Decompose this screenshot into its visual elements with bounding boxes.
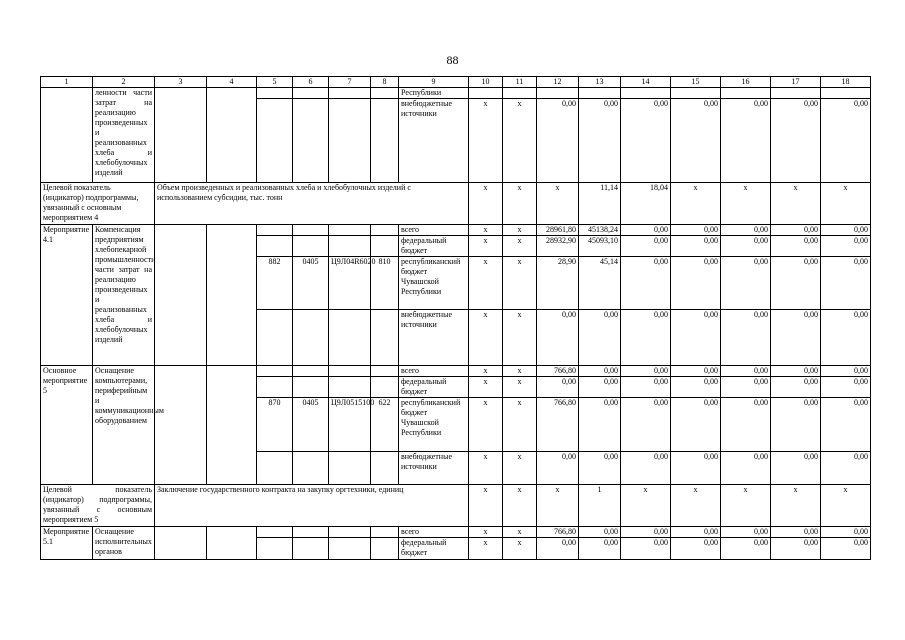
header-row xyxy=(41,77,871,88)
col-header: 4 xyxy=(207,77,257,88)
target-description: Объем произведенных и реализованных хлеба и хлебобулочных изделий с использованием субсидии, тыс. тонн xyxy=(155,183,469,225)
funding-source: республиканский бюджет Чувашской Республики xyxy=(399,398,469,452)
col-header: 1 xyxy=(41,77,93,88)
kbk-section: 0405 xyxy=(293,398,329,452)
funding-source: всего xyxy=(399,225,469,236)
measure-code: Мероприятие 4.1 xyxy=(41,225,93,366)
col-header: 2 xyxy=(93,77,155,88)
kbk-type: 622 xyxy=(371,398,399,452)
funding-source: федеральный бюджет xyxy=(399,236,469,257)
table-row: федеральный бюджет x x 28932,90 45093,10 0,00 0,00 0,00 0,00 0,00 xyxy=(41,236,871,257)
table-row: федеральный бюджет x x 0,00 0,00 0,00 0,00 0,00 0,00 0,00 xyxy=(41,377,871,398)
kbk-ministry: 870 xyxy=(257,398,293,452)
table-row: внебюджетные источники x x 0,00 0,00 0,00 0,00 0,00 0,00 0,00 xyxy=(41,452,871,485)
target-description: Заключение государственного контракта на закупку оргтехники, единиц xyxy=(155,485,469,527)
table-row: Основное мероприятие 5 Оснащение компьютерами, периферийным и коммуникационным оборудованием всего x x 766,80 0,00 0,00 0,00 0,00 0,00 0,00 xyxy=(41,366,871,377)
col-header: 6 xyxy=(293,77,329,88)
table-row: Мероприятие 5.1 Оснащение исполнительных органов всего x x 766,80 0,00 0,00 0,00 0,00 0,00 0,00 xyxy=(41,527,871,538)
kbk-section: 0405 xyxy=(293,257,329,310)
funding-source: федеральный бюджет xyxy=(399,538,469,560)
col-header: 13 xyxy=(579,77,621,88)
col-header: 14 xyxy=(621,77,671,88)
funding-source: Республики xyxy=(399,88,469,99)
col-header: 5 xyxy=(257,77,293,88)
page-number: 88 xyxy=(446,53,459,67)
measure-name: Оснащение исполнительных органов xyxy=(93,527,155,560)
col-header: 18 xyxy=(821,77,871,88)
col-header: 8 xyxy=(371,77,399,88)
measure-name: Оснащение компьютерами, периферийным и коммуникационным оборудованием xyxy=(93,366,155,485)
funding-source: внебюджетные источники xyxy=(399,310,469,366)
col-header: 15 xyxy=(671,77,721,88)
target-label: Целевой показатель (индикатор) подпрограммы, увязанный с основным мероприятием 5 xyxy=(41,485,155,527)
target-row: Целевой показатель (индикатор) подпрограммы, увязанный с основным мероприятием 4 Объем произведенных и реализованных хлеба и хлебобулочных изделий с использованием субсидии, тыс. тонн x x x 11,14 18,04 x x x x xyxy=(41,183,871,225)
kbk-target: Ц9Л04R6020 xyxy=(329,257,371,310)
program-table xyxy=(40,76,871,560)
col-header: 17 xyxy=(771,77,821,88)
col-header: 12 xyxy=(537,77,579,88)
table-row xyxy=(41,88,871,99)
funding-source: внебюджетные источники xyxy=(399,452,469,485)
col-header: 7 xyxy=(329,77,371,88)
target-label: Целевой показатель (индикатор) подпрограммы, увязанный с основным мероприятием 4 xyxy=(41,183,155,225)
kbk-ministry: 882 xyxy=(257,257,293,310)
funding-source: всего xyxy=(399,527,469,538)
funding-source: всего xyxy=(399,366,469,377)
col-header: 9 xyxy=(399,77,469,88)
kbk-target: Ц9Л0515100 xyxy=(329,398,371,452)
measure-name: ленности части затрат на реализацию произведенных и реализованных хлеба и хлебобулочных изделий xyxy=(93,88,155,183)
table-row: внебюджетные источники x x 0,00 0,00 0,00 0,00 0,00 0,00 0,00 xyxy=(41,99,871,183)
funding-source: республиканский бюджет Чувашской Республики xyxy=(399,257,469,310)
col-header: 3 xyxy=(155,77,207,88)
table-row: федеральный бюджет x x 0,00 0,00 0,00 0,00 0,00 0,00 0,00 xyxy=(41,538,871,560)
table-row: внебюджетные источники x x 0,00 0,00 0,00 0,00 0,00 0,00 0,00 xyxy=(41,310,871,366)
measure-code: Мероприятие 5.1 xyxy=(41,527,93,560)
funding-source: федеральный бюджет xyxy=(399,377,469,398)
col-header: 10 xyxy=(469,77,503,88)
measure-code: Основное мероприятие 5 xyxy=(41,366,93,485)
measure-name: Компенсация предприятиям хлебопекарной промышленности части затрат на реализацию произведенных и реализованных хлеба и хлебобулочных изделий xyxy=(93,225,155,366)
col-header: 11 xyxy=(503,77,537,88)
target-row: Целевой показатель (индикатор) подпрограммы, увязанный с основным мероприятием 5 Заключение государственного контракта на закупку оргтехники, единиц x x x 1 x x x x x xyxy=(41,485,871,527)
table-row: Мероприятие 4.1 Компенсация предприятиям хлебопекарной промышленности части затрат на реализацию произведенных и реализованных хлеба и хлебобулочных изделий всего x x 28961,80 45138,24 0,00 0,00 0,00 0,00 0,00 xyxy=(41,225,871,236)
table-row: 870 0405 Ц9Л0515100 622 республиканский бюджет Чувашской Республики x x 766,80 0,00 0,00 0,00 0,00 0,00 0,00 xyxy=(41,398,871,452)
col-header: 16 xyxy=(721,77,771,88)
funding-source: внебюджетные источники xyxy=(399,99,469,183)
kbk-type: 810 xyxy=(371,257,399,310)
table-row: 882 0405 Ц9Л04R6020 810 республиканский бюджет Чувашской Республики x x 28,90 45,14 0,00 0,00 0,00 0,00 0,00 xyxy=(41,257,871,310)
